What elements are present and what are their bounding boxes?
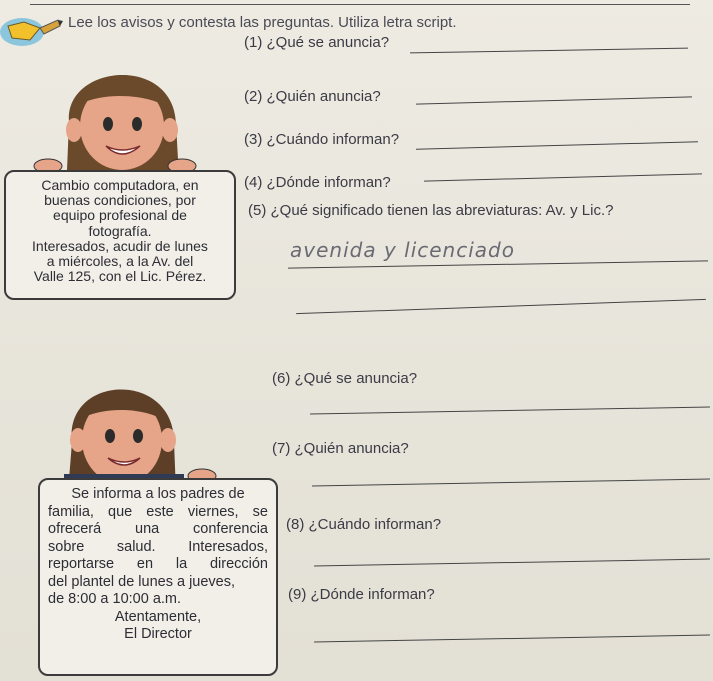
question-5: (5) ¿Qué significado tienen las abreviaturas: Av. y Lic.? [248, 202, 614, 219]
notice-1 [4, 170, 236, 300]
question-9: (9) ¿Dónde informan? [288, 586, 435, 603]
question-2: (2) ¿Quién anuncia? [244, 88, 381, 105]
notice-2-line: sobre salud. Interesados, [48, 538, 268, 555]
notice-1-line: buenas condiciones, por [44, 192, 196, 209]
top-rule [30, 4, 690, 5]
notice-1-line: equipo profesional de [53, 207, 187, 224]
notice-2-line: de 8:00 a 10:00 a.m. [48, 591, 182, 607]
girl-illustration [34, 44, 244, 184]
question-4: (4) ¿Dónde informan? [244, 174, 391, 191]
question-7: (7) ¿Quién anuncia? [272, 440, 409, 457]
notice-2-line: del plantel de lunes a jueves, [48, 573, 236, 590]
answer-5-handwriting: avenida y licenciado [290, 238, 515, 262]
notice-2-closing: Atentamente, [114, 608, 202, 625]
instructions-text: Lee los avisos y contesta las preguntas. Utiliza letra script. [68, 14, 457, 31]
notice-2-line: ofrecerá una conferencia [48, 521, 268, 537]
question-1: (1) ¿Qué se anuncia? [244, 34, 390, 51]
notice-1-line: Interesados, acudir de lunes [32, 237, 208, 254]
question-6: (6) ¿Qué se anuncia? [272, 370, 418, 387]
question-8: (8) ¿Cuándo informan? [286, 516, 442, 533]
notice-1-line: Valle 125, con el Lic. Pérez. [33, 268, 207, 285]
notice-1-line: Cambio computadora, en [41, 177, 199, 193]
notice-2-line: reportarse en la dirección [48, 556, 268, 572]
notice-2 [38, 478, 278, 676]
notice-2-line: familia, que este viernes, se [48, 503, 268, 520]
notice-2-signature: El Director [124, 626, 192, 642]
notice-1-line: a miércoles, a la Av. del [46, 253, 194, 270]
question-3: (3) ¿Cuándo informan? [244, 131, 400, 148]
notice-2-line: Se informa a los padres de [71, 486, 245, 502]
notice-1-line: fotografía. [88, 222, 152, 239]
